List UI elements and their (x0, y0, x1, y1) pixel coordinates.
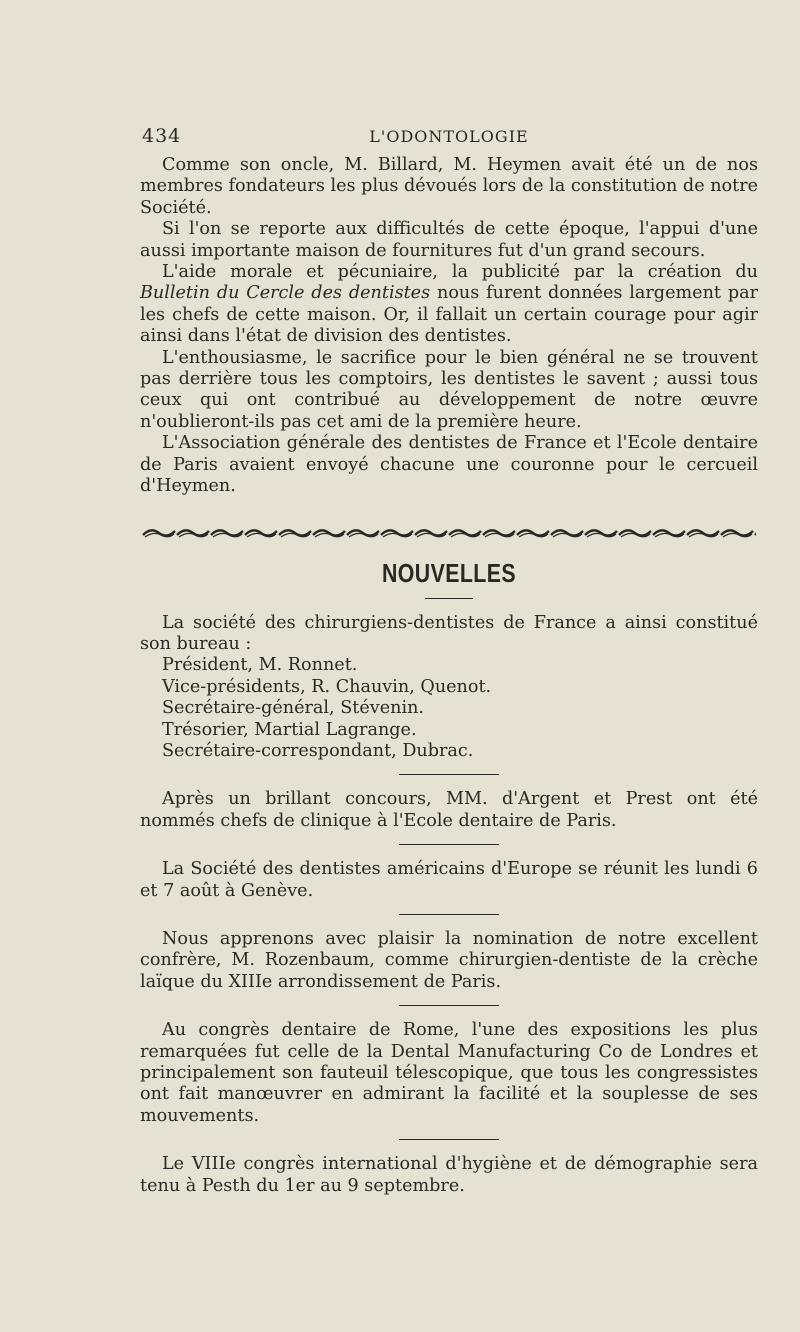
bureau-item: Secrétaire-général, Stévenin. (162, 698, 424, 719)
page-header (140, 125, 758, 155)
divider-rule (399, 914, 499, 915)
bureau-item: Trésorier, Martial Lagrange. (162, 719, 417, 740)
news-intro: La société des chirurgiens-dentistes de France a ainsi constitué son bureau : (140, 612, 758, 654)
document-page (140, 125, 758, 1197)
section-title: NOUVELLES (381, 557, 516, 588)
divider-rule (399, 774, 499, 775)
article-text: nous furent données largement par les chefs de cette maison. Or, il fallait un certain courage pour agir ainsi dans l'état de division des dentistes. (140, 283, 759, 347)
bureau-item: Président, M. Ronnet. (162, 655, 358, 676)
divider-rule (399, 1139, 499, 1140)
article-paragraph: Si l'on se reporte aux difficultés de cette époque, l'appui d'une aussi importante maison de fournitures fut d'un grand secours. (140, 219, 758, 261)
divider-rule (425, 598, 473, 599)
bureau-list (140, 655, 758, 762)
article-text: L'aide morale et pécuniaire, la publicité par la création du (162, 262, 758, 283)
ornamental-divider (142, 526, 758, 540)
divider-rule (399, 1005, 499, 1006)
news-item: La Société des dentistes américains d'Europe se réunit les lundi 6 et 7 août à Genève. (140, 859, 758, 901)
news-item: Le VIIIe congrès international d'hygiène et de démographie sera tenu à Pesth du 1er au 9 septembre. (140, 1154, 758, 1196)
bureau-item: Secrétaire-correspondant, Dubrac. (162, 740, 474, 761)
article-paragraph: L'enthousiasme, le sacrifice pour le bien général ne se trouvent pas derrière tous les comptoirs, les dentistes le savent ; aussi tous ceux qui ont contribué au développement de notre œuvre n'oublieront-ils pas cet ami de la première heure. (140, 347, 758, 432)
news-item: Nous apprenons avec plaisir la nomination de notre excellent confrère, M. Rozenbaum, comme chirurgien-dentiste de la crèche laïque du XIIIe arrondissement de Paris. (140, 928, 758, 992)
page-number: 434 (142, 125, 182, 147)
running-title: L'ODONTOLOGIE (369, 127, 529, 146)
article-paragraph (140, 262, 758, 348)
article-paragraph: Comme son oncle, M. Billard, M. Heymen avait été un de nos membres fondateurs les plus dévoués lors de la constitution de notre Société. (140, 155, 759, 218)
ornament-icon (142, 526, 756, 540)
divider-rule (399, 844, 499, 845)
news-item: Au congrès dentaire de Rome, l'une des expositions les plus remarquées fut celle de la Dental Manufacturing Co de Londres et principalement son fauteuil télescopique, que tous les congressistes ont fait manœuvrer en admirant la facilité et la souplesse de ses mouvements. (140, 1020, 758, 1126)
bulletin-title: Bulletin du Cercle des dentistes (140, 283, 431, 304)
news-item: Après un brillant concours, MM. d'Argent et Prest ont été nommés chefs de clinique à l'Ecole dentaire de Paris. (140, 789, 758, 831)
article-paragraph: L'Association générale des dentistes de France et l'Ecole dentaire de Paris avaient envoyé chacune une couronne pour le cercueil d'Heymen. (140, 433, 758, 497)
bureau-item: Vice-présidents, R. Chauvin, Quenot. (162, 676, 492, 697)
